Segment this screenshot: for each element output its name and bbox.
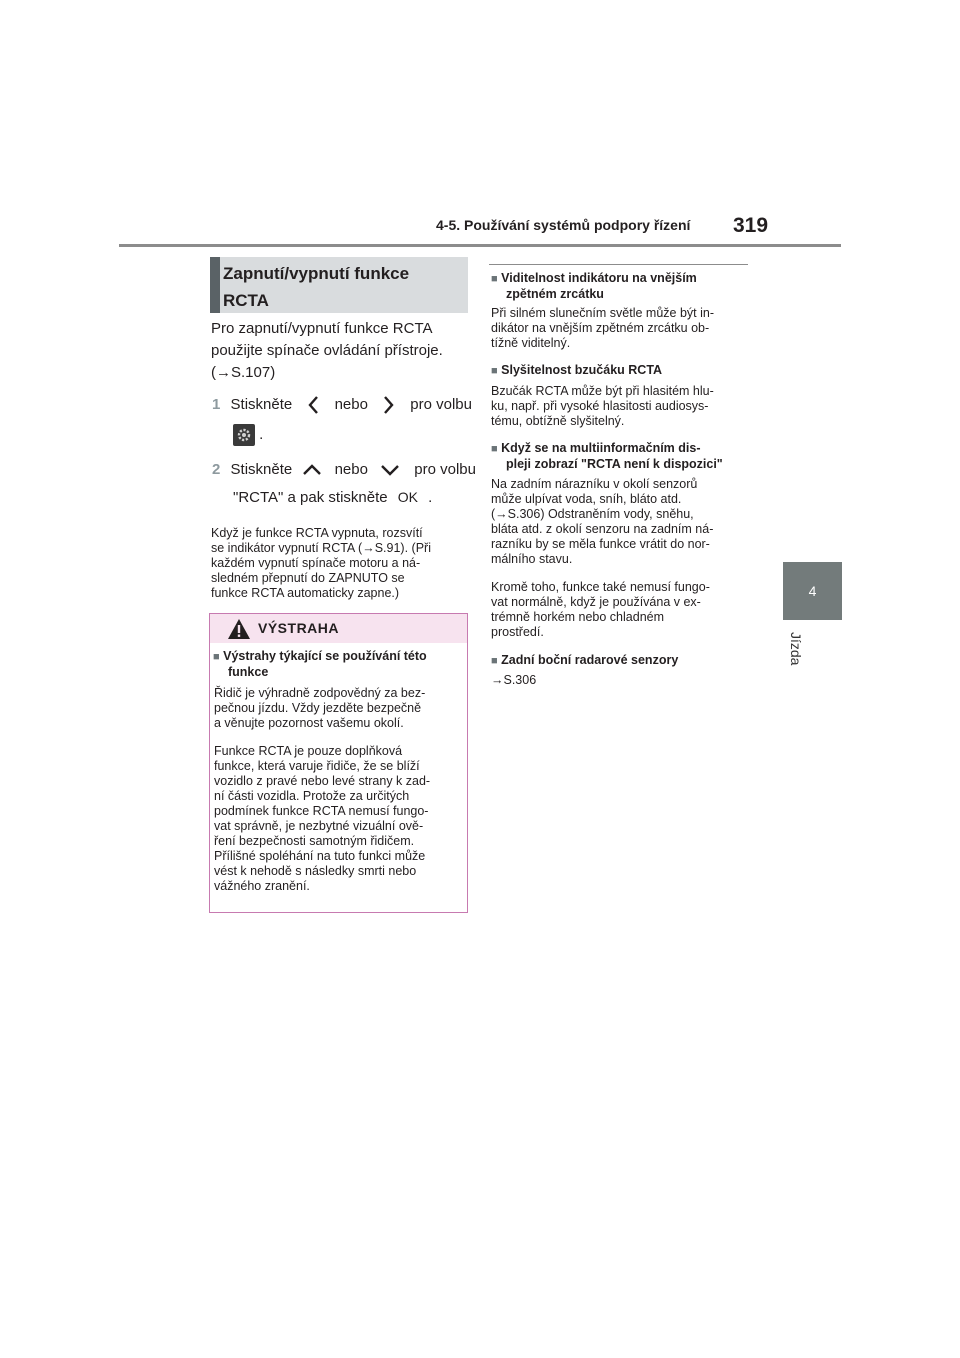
subheading-buzzer bbox=[491, 363, 753, 379]
paragraph-line: tému, obtížně slyšitelný. bbox=[491, 414, 625, 428]
square-bullet-icon: ■ bbox=[491, 655, 498, 667]
paragraph-line: (→S.306) Odstraněním vody, sněhu, bbox=[491, 507, 694, 521]
section-title-bar bbox=[210, 257, 220, 313]
subheading-line: Zadní boční radarové senzory bbox=[501, 653, 679, 667]
warning-line: podmínek funkce RCTA nemusí fungo- bbox=[214, 804, 429, 818]
step-text: . bbox=[428, 489, 433, 506]
gear-icon bbox=[233, 424, 255, 446]
square-bullet-icon: ■ bbox=[491, 365, 498, 377]
warning-line: vést k nehodě s následky smrti nebo bbox=[214, 864, 417, 878]
paragraph-line: razníku by se měla funkce vrátit do nor- bbox=[491, 537, 710, 551]
subheading-mirror-indicator bbox=[491, 271, 753, 302]
warning-line: vat správně, je nezbytné vizuální ově- bbox=[214, 819, 424, 833]
warning-title: VÝSTRAHA bbox=[258, 620, 340, 636]
step-text: nebo bbox=[334, 461, 368, 478]
header-rule bbox=[119, 244, 841, 247]
note-line: se indikátor vypnutí RCTA (→S.91). (Při bbox=[211, 541, 431, 555]
page-reference: →S.306 bbox=[491, 673, 537, 687]
paragraph-line: tížně viditelný. bbox=[491, 336, 571, 350]
warning-line: pečnou jízdu. Vždy jezděte bezpečně bbox=[214, 701, 422, 715]
chevron-up-icon bbox=[302, 463, 322, 477]
warning-line: Přílišné spoléhání na tuto funkci může bbox=[214, 849, 426, 863]
paragraph-line: Bzučák RCTA může být při hlasitém hlu- bbox=[491, 384, 714, 398]
paragraph bbox=[491, 580, 753, 640]
intro-line: použijte spínače ovládání přístroje. bbox=[211, 342, 443, 359]
subheading-line: Slyšitelnost bzučáku RCTA bbox=[501, 363, 663, 377]
chevron-left-icon bbox=[306, 395, 322, 415]
warning-subtitle-line: Výstrahy týkající se používání této bbox=[223, 649, 427, 663]
square-bullet-icon: ■ bbox=[213, 651, 220, 663]
warning-line: vážného zranění. bbox=[214, 879, 310, 893]
warning-line: a věnujte pozornost vašemu okolí. bbox=[214, 716, 404, 730]
note-line: Když je funkce RCTA vypnuta, rozsvítí bbox=[211, 526, 423, 540]
subheading-radar-sensors bbox=[491, 653, 753, 669]
warning-paragraph bbox=[214, 686, 466, 731]
paragraph bbox=[491, 306, 753, 351]
square-bullet-icon: ■ bbox=[491, 273, 498, 285]
paragraph-line: dikátor na vnějším zpětném zrcátku ob- bbox=[491, 321, 710, 335]
subheading-line: zpětném zrcátku bbox=[506, 287, 604, 301]
note-line: funkce RCTA automaticky zapne.) bbox=[211, 586, 400, 600]
section-title-line: RCTA bbox=[223, 291, 269, 310]
warning-paragraph bbox=[214, 744, 466, 894]
paragraph bbox=[491, 384, 753, 429]
warning-line: ní části vozidla. Protože za určitých bbox=[214, 789, 410, 803]
section-title-line: Zapnutí/vypnutí funkce bbox=[223, 264, 410, 283]
note-line: sledném přepnutí do ZAPNUTO se bbox=[211, 571, 405, 585]
paragraph-line: ku, např. při vysoké hlasitosti audiosys- bbox=[491, 399, 709, 413]
warning-triangle-icon bbox=[227, 618, 251, 640]
paragraph bbox=[491, 477, 753, 567]
paragraph-line: trémně horkém nebo chladném bbox=[491, 610, 665, 624]
paragraph-line: Při silném slunečním světle může být in- bbox=[491, 306, 714, 320]
step-number: 2 bbox=[212, 461, 221, 478]
intro-line: (→S.107) bbox=[211, 364, 276, 381]
warning-line: ření bezpečnosti samotným řidičem. bbox=[214, 834, 415, 848]
step-number: 1 bbox=[212, 395, 221, 413]
warning-line: Funkce RCTA je pouze doplňková bbox=[214, 744, 403, 758]
step-text: Stiskněte bbox=[230, 461, 293, 478]
warning-line: funkce, která varuje řidiče, že se blíží bbox=[214, 759, 420, 773]
warning-subtitle bbox=[213, 649, 465, 680]
step-text: nebo bbox=[334, 395, 368, 413]
intro-paragraph bbox=[211, 318, 473, 384]
subheading-line: Když se na multiinformačním dis- bbox=[501, 441, 701, 455]
paragraph-line: vat normálně, když je používána v ex- bbox=[491, 595, 701, 609]
paragraph-line: prostředí. bbox=[491, 625, 544, 639]
chapter-label: Jízda bbox=[788, 632, 804, 666]
subheading-line: Viditelnost indikátoru na vnějším bbox=[501, 271, 697, 285]
paragraph-line: málního stavu. bbox=[491, 552, 573, 566]
section-title bbox=[223, 260, 463, 314]
chapter-number: 4 bbox=[808, 583, 817, 599]
step-text: Stiskněte bbox=[230, 395, 293, 413]
section-header: 4-5. Používání systémů podpory řízení bbox=[436, 217, 691, 233]
subheading-not-available bbox=[491, 441, 753, 472]
paragraph-line: bláta atd. z okolí senzoru na zadním ná- bbox=[491, 522, 714, 536]
step-2 bbox=[212, 461, 476, 506]
paragraph-line: může ulpívat voda, sníh, bláto atd. bbox=[491, 492, 682, 506]
note-line: každém vypnutí spínače motoru a ná- bbox=[211, 556, 421, 570]
step-text: . bbox=[259, 425, 264, 443]
right-column-rule bbox=[489, 264, 748, 265]
warning-line: vozidlo z pravé nebo levé strany k zad- bbox=[214, 774, 431, 788]
warning-line: Řidič je výhradně zodpovědný za bez- bbox=[214, 686, 426, 700]
ok-button-symbol: OK bbox=[397, 489, 418, 505]
subheading-line: pleji zobrazí "RCTA není k dispozici" bbox=[506, 457, 723, 471]
note-paragraph bbox=[211, 526, 473, 601]
square-bullet-icon: ■ bbox=[491, 443, 498, 455]
step-text: pro volbu bbox=[414, 461, 476, 478]
page-number: 319 bbox=[733, 214, 769, 237]
chevron-down-icon bbox=[380, 463, 400, 477]
paragraph-line: Na zadním nárazníku v okolí senzorů bbox=[491, 477, 698, 491]
step-text: "RCTA" a pak stiskněte bbox=[233, 489, 388, 506]
step-text: pro volbu bbox=[410, 395, 472, 413]
step-1 bbox=[212, 395, 472, 446]
paragraph-line: Kromě toho, funkce také nemusí fungo- bbox=[491, 580, 710, 594]
warning-subtitle-line: funkce bbox=[228, 665, 269, 679]
chevron-right-icon bbox=[380, 395, 396, 415]
intro-line: Pro zapnutí/vypnutí funkce RCTA bbox=[211, 320, 433, 337]
